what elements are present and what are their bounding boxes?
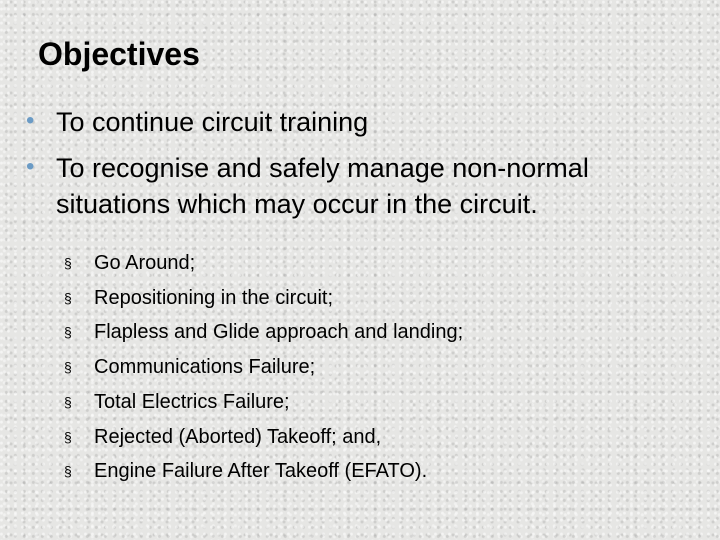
section-marker-icon: § (64, 393, 72, 410)
sub-item-text: Engine Failure After Takeoff (EFATO). (94, 460, 428, 483)
sub-item-text: Flapless and Glide approach and landing; (94, 321, 464, 344)
section-marker-icon: § (64, 428, 72, 445)
sub-list-item (64, 350, 463, 385)
bullet-list (24, 104, 704, 222)
section-marker-icon: § (64, 255, 72, 271)
sub-list-item (64, 281, 463, 316)
section-marker-icon: § (64, 463, 72, 480)
sub-list-item (64, 246, 463, 281)
sub-list-item (64, 385, 463, 420)
sub-list-item (64, 420, 463, 455)
sub-item-text: Total Electrics Failure; (94, 390, 290, 413)
sub-item-text: Go Around; (94, 252, 196, 274)
bullet-text: To recognise and safely manage non-normal situations which may occur in the circuit. (56, 153, 589, 219)
bullet-dot-icon: • (26, 153, 35, 180)
section-marker-icon: § (64, 289, 72, 306)
section-marker-icon: § (64, 324, 72, 341)
section-marker-icon: § (64, 359, 72, 376)
bullet-text: To continue circuit training (56, 107, 369, 137)
bullet-dot-icon: • (26, 107, 35, 134)
sub-item-text: Communications Failure; (94, 356, 316, 379)
slide-title: Objectives (38, 36, 200, 72)
sub-item-text: Repositioning in the circuit; (94, 286, 334, 309)
bullet-item (24, 150, 704, 222)
sub-bullet-list (34, 246, 463, 489)
sub-list-item (64, 454, 463, 489)
sub-item-text: Rejected (Aborted) Takeoff; and, (94, 425, 382, 448)
sub-list-item (64, 315, 463, 350)
bullet-item (24, 104, 704, 140)
